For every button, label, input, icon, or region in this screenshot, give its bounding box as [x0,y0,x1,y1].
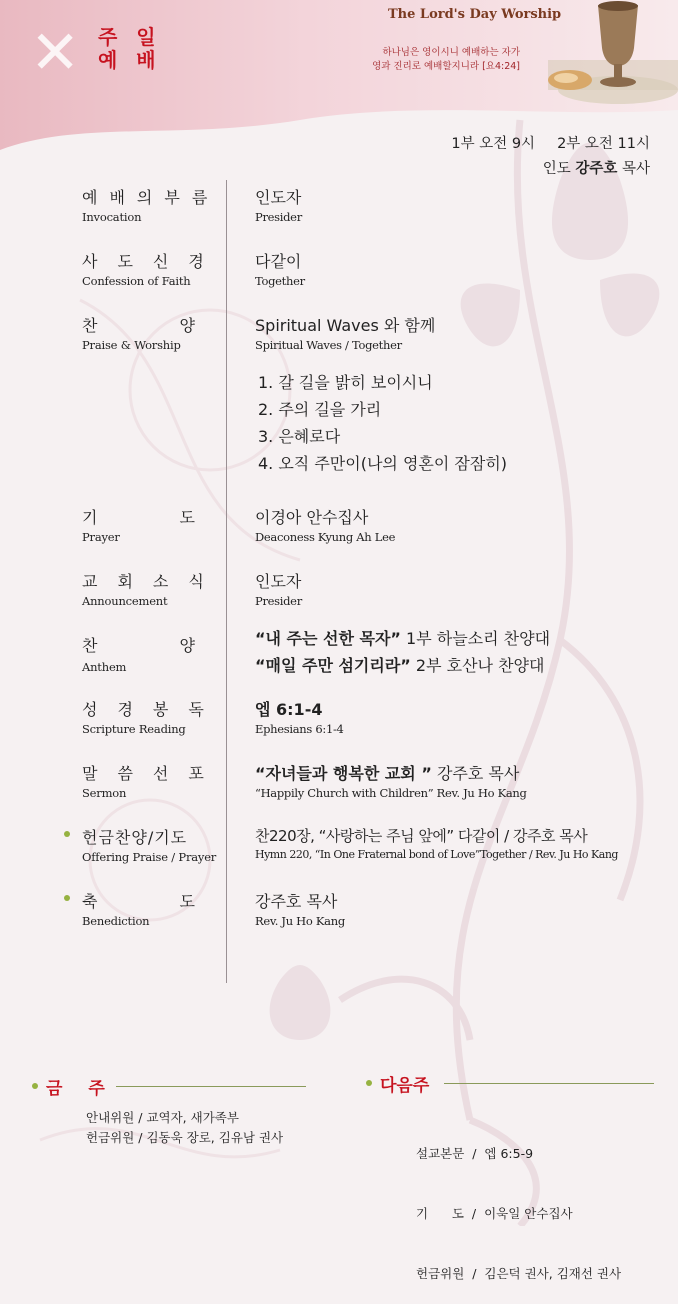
song-item: 4. 오직 주만이(나의 영혼이 잠잠히) [258,454,508,473]
service-2-time: 2부 오전 11시 [557,136,650,152]
bullet-icon [366,1080,372,1086]
this-week-details: 안내위원 / 교역자, 새가족부 헌금위원 / 김동욱 장로, 김유남 권사 [86,1110,284,1145]
order-item-benediction: 축 도 Benediction [82,892,195,928]
order-detail-scripture: 엡 6:1-4 Ephesians 6:1-4 [255,700,344,736]
order-item-praise: 찬 양 Praise & Worship [82,316,195,352]
order-item-invocation: 예배의부름 Invocation [82,188,220,224]
order-detail-benediction: 강주호 목사 Rev. Ju Ho Kang [255,892,345,928]
order-detail-anthem: “내 주는 선한 목자” 1부 하늘소리 찬양대 “매일 주만 섬기리라” 2부 호산나 찬양대 [255,629,551,675]
order-item-offering: 헌금찬양/기도 Offering Praise / Prayer [82,828,217,864]
this-week-title: 금 주 [46,1079,115,1099]
bullet-icon [64,895,70,901]
order-detail-offering: 찬220장, “사랑하는 주님 앞에” 다같이 / 강주호 목사 Hymn 220, “In One Fraternal bond of Love”Together / Rev. Ju Ho Kang [255,827,618,861]
bullet-icon [64,831,70,837]
column-divider [226,180,227,983]
leader-line: 인도 강주호 목사 [542,161,650,177]
bullet-icon [32,1083,38,1089]
song-item: 3. 은혜로다 [258,427,341,446]
next-week-title: 다음주 [380,1076,430,1096]
service-1-time: 1부 오전 9시 [451,136,536,152]
order-item-sermon: 말씀선포 Sermon [82,764,224,800]
service-times [451,132,650,182]
order-detail-confession: 다같이 Together [255,252,305,288]
order-detail-praise: Spiritual Waves 와 함께 Spiritual Waves / Together [255,316,436,352]
order-item-anthem: 찬 양 Anthem [82,636,195,674]
scripture-verse: 하나님은 영이시니 예배하는 자가 영과 진리로 예배할지니라 [요4:24] [372,47,520,72]
order-detail-announcement: 인도자 Presider [255,572,302,608]
song-item: 1. 갈 길을 밝히 보이시니 [258,373,433,392]
page-title: 주 일 예 배 [98,25,162,72]
order-detail-sermon: “자녀들과 행복한 교회 ” 강주호 목사 “Happily Church with Children” Rev. Ju Ho Kang [255,764,527,800]
order-item-announcement: 교회소식 Announcement [82,572,224,608]
x-decoration: ✕ [30,18,81,88]
song-list [258,369,507,477]
communion-cup-image [548,0,678,108]
divider-line [116,1086,306,1087]
next-week-details: 설교본문 / 엡 6:5-9 기 도 / 이욱일 안수집사 헌금위원 / 김은덕 권사, 김재선 권사 [416,1146,622,1281]
order-detail-invocation: 인도자 Presider [255,188,302,224]
order-item-scripture: 성경봉독 Scripture Reading [82,700,224,736]
song-item: 2. 주의 길을 가리 [258,400,382,419]
order-item-prayer: 기 도 Prayer [82,508,195,544]
divider-line [444,1083,654,1084]
order-item-confession: 사도신경 Confession of Faith [82,252,224,288]
page-subtitle: The Lord's Day Worship [388,7,562,22]
order-detail-prayer: 이경아 안수집사 Deaconess Kyung Ah Lee [255,508,396,544]
